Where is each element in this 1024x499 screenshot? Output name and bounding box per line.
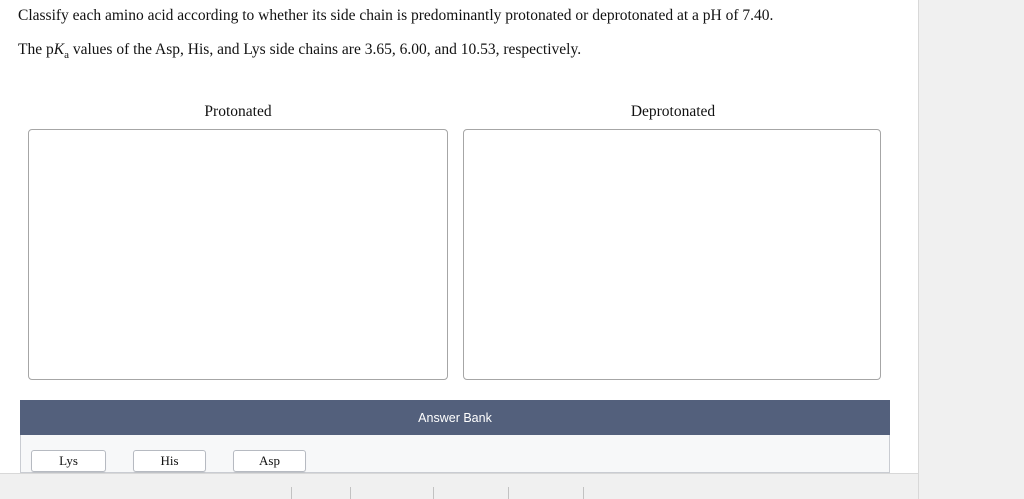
right-gutter [918,0,1024,499]
answer-token-his[interactable]: His [133,450,206,472]
question-statement-line-2 [18,40,581,65]
question-text-1: Classify each amino acid according to whether its side chain is predominantly protonated or deprotonated at a pH of 7.40. [18,7,774,24]
pka-prefix-text: The p [18,41,54,58]
answer-token-asp[interactable]: Asp [233,450,306,472]
bottom-tick-2 [350,487,351,499]
drop-zone-deprotonated[interactable] [463,129,881,380]
answer-bank-title: Answer Bank [20,400,890,435]
pka-italic-k: K [53,41,65,58]
bottom-gutter [0,473,918,499]
pka-values-text: values of the Asp, His, and Lys side chains are 3.65, 6.00, and 10.53, respectively. [68,41,582,58]
bottom-tick-3 [433,487,434,499]
answer-token-lys[interactable]: Lys [31,450,106,472]
bottom-tick-4 [508,487,509,499]
bin-label-protonated: Protonated [204,103,272,120]
question-statement-line-1 [18,6,773,26]
bottom-tick-1 [291,487,292,499]
drop-zone-protonated[interactable] [28,129,448,380]
bottom-tick-5 [583,487,584,499]
pka-subscript-a: a [64,49,69,62]
bin-label-deprotonated: Deprotonated [630,103,716,120]
